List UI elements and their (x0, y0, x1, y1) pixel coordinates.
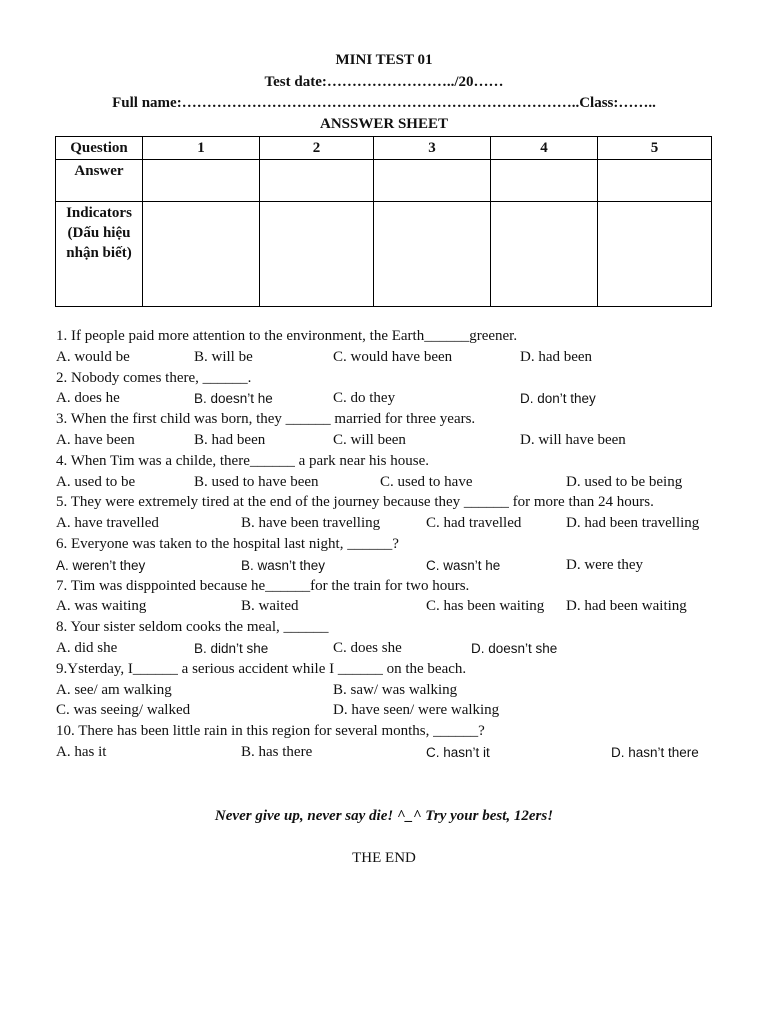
question-number-cell: 1 (143, 137, 260, 160)
answer-option: D. were they (566, 556, 644, 573)
question-text: 3. When the first child was born, they ______ married for three years. (56, 411, 476, 428)
full-name-line: Full name:……………………………………………………………………..Class:…….. (112, 95, 656, 111)
answer-option: C. hasn’t it (426, 745, 490, 760)
question-header-cell: Question (56, 137, 143, 160)
answer-option: C. will been (333, 432, 406, 448)
answer-option: B. saw/ was walking (333, 681, 458, 698)
question-number-cell: 3 (374, 137, 491, 160)
answer-cell[interactable] (260, 160, 374, 202)
question-number-cell: 2 (260, 137, 374, 160)
question-text: 1. If people paid more attention to the environment, the Earth______greener. (56, 328, 518, 344)
answer-option: A. weren’t they (56, 557, 146, 573)
answer-option: B. has there (241, 744, 313, 760)
answer-option: C. had travelled (426, 515, 522, 532)
answer-option: A. see/ am walking (56, 681, 172, 698)
indicator-cell[interactable] (491, 202, 598, 307)
answer-option: B. doesn’t he (194, 391, 273, 407)
indicator-cell[interactable] (598, 202, 712, 307)
answer-option: A. have been (56, 432, 135, 448)
answer-cell[interactable] (143, 160, 260, 202)
indicator-cell[interactable] (143, 202, 260, 307)
answer-option: D. don’t they (520, 391, 596, 407)
answer-option: D. had been (520, 348, 593, 365)
indicator-cell[interactable] (260, 202, 374, 307)
answer-option: C. has been waiting (426, 598, 545, 615)
answer-option: D. hasn’t there (611, 745, 699, 760)
answer-option: B. used to have been (194, 473, 319, 490)
answer-cell[interactable] (491, 160, 598, 202)
answer-cell[interactable] (374, 160, 491, 202)
question-number-cell: 4 (491, 137, 598, 160)
answer-option: D. will have been (520, 432, 626, 448)
answer-option: B. have been travelling (241, 515, 381, 532)
answer-option: D. had been waiting (566, 598, 687, 615)
answer-option: A. was waiting (56, 598, 147, 615)
answer-option: D. have seen/ were walking (333, 702, 500, 719)
answer-option: D. had been travelling (566, 515, 700, 532)
answer-option: A. would be (56, 348, 130, 365)
indicators-row (56, 202, 712, 307)
answer-option: B. waited (241, 598, 299, 615)
answer-option: D. doesn’t she (471, 641, 558, 656)
answer-option: A. used to be (56, 473, 136, 490)
answer-sheet-title: ANSSWER SHEET (320, 116, 448, 132)
answer-option: C. do they (333, 390, 396, 407)
question-text: 2. Nobody comes there, ______. (56, 369, 252, 386)
answer-option: A. have travelled (56, 515, 159, 532)
question-text: 8. Your sister seldom cooks the meal, ______ (56, 619, 329, 636)
indicator-cell[interactable] (374, 202, 491, 307)
answer-option: D. used to be being (566, 473, 683, 490)
motto-text: Never give up, never say die! ^_^ Try your best, 12ers! (214, 808, 554, 824)
answer-option: C. used to have (380, 473, 473, 490)
answer-option: A. does he (56, 390, 120, 407)
question-number-cell: 5 (598, 137, 712, 160)
test-date-line: Test date:……………………../20…… (264, 74, 504, 90)
answer-row (56, 160, 712, 202)
answer-cell[interactable] (598, 160, 712, 202)
answer-option: C. does she (333, 640, 402, 656)
question-text: 5. They were extremely tired at the end of the journey because they ______ for more than 24 hours. (56, 494, 654, 511)
question-row (56, 137, 712, 160)
answer-option: C. wasn’t he (426, 557, 501, 573)
indicators-header-cell: Indicators (Dấu hiệu nhận biết) (56, 202, 143, 307)
answer-option: B. had been (194, 432, 266, 448)
answer-option: B. didn’t she (194, 641, 269, 656)
question-text: 7. Tim was disppointed because he______for the train for two hours. (56, 577, 470, 594)
answer-option: C. would have been (333, 348, 453, 365)
answer-sheet-table (55, 136, 712, 307)
question-text: 9.Ysterday, I______ a serious accident while I ______ on the beach. (56, 660, 467, 677)
answer-option: B. wasn’t they (241, 557, 326, 573)
question-text: 4. When Tim was a childe, there______ a park near his house. (56, 452, 429, 469)
answer-option: A. did she (56, 640, 118, 656)
answer-header-cell: Answer (56, 160, 143, 202)
answer-option: A. has it (56, 744, 107, 760)
answer-option: C. was seeing/ walked (56, 702, 191, 719)
the-end-text: THE END (352, 850, 416, 866)
test-title: MINI TEST 01 (335, 52, 433, 68)
question-text: 6. Everyone was taken to the hospital last night, ______? (56, 536, 399, 552)
answer-option: B. will be (194, 348, 253, 365)
question-text: 10. There has been little rain in this region for several months, ______? (56, 723, 485, 740)
